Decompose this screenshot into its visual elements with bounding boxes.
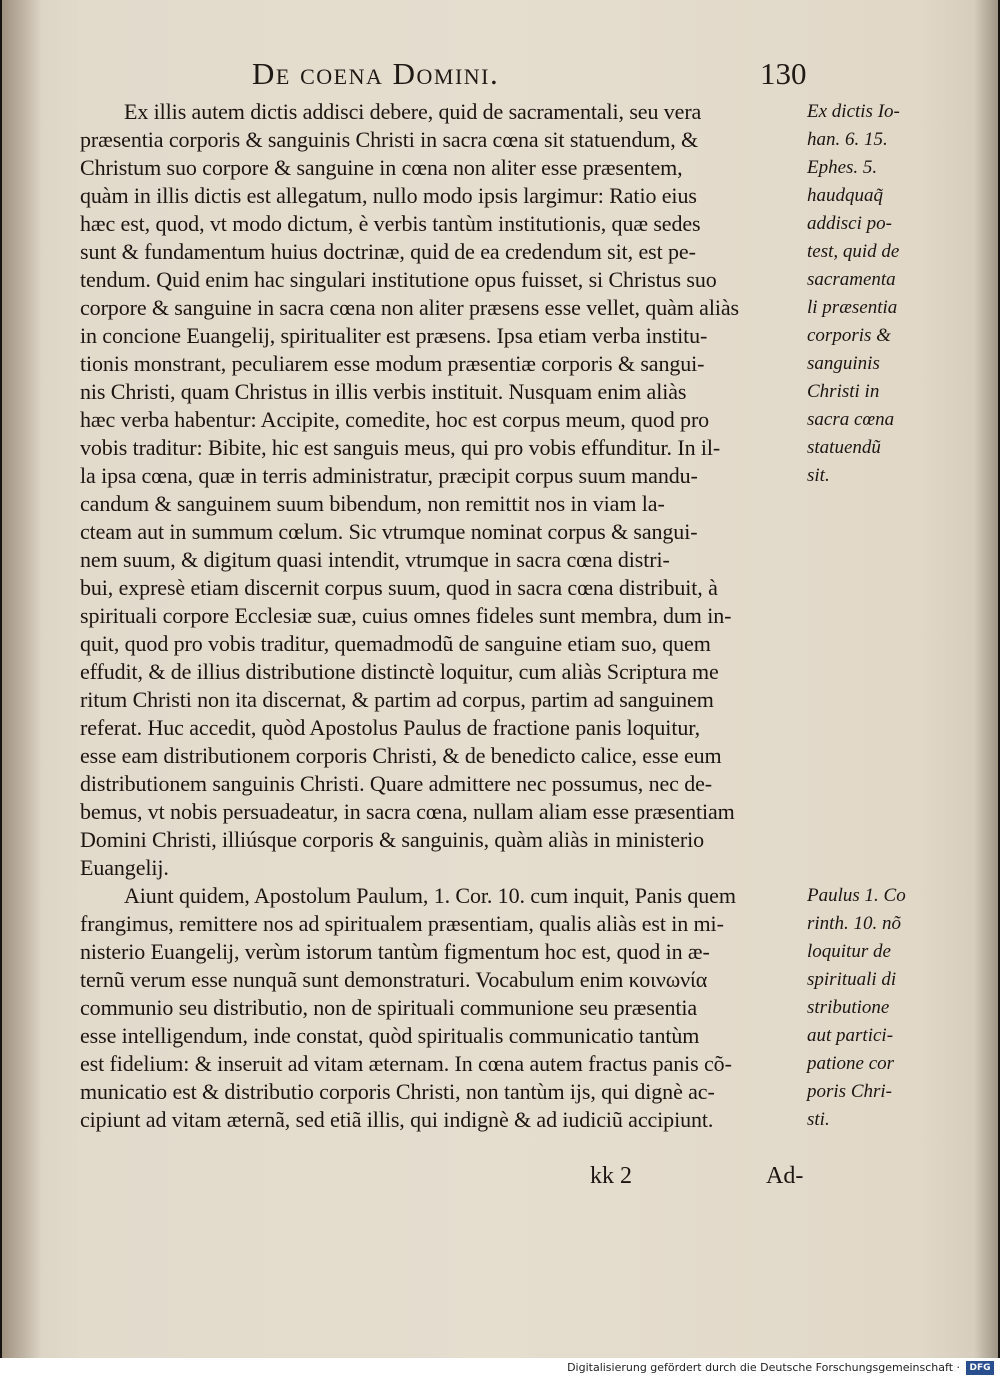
marginal-note-line [807, 742, 977, 770]
text-line: referat. Huc accedit, quòd Apostolus Paulus de fractione panis loquitur, [80, 715, 700, 740]
text-line: Aiunt quidem, Apostolum Paulum, 1. Cor. 10. cum inquit, Panis quem [124, 883, 736, 908]
running-title: De coena Domini. [252, 56, 500, 91]
marginal-note-line: sit. [807, 465, 830, 486]
text-line: sunt & fundamentum huius doctrinæ, quid de ea credendum sit, est pe- [80, 239, 696, 264]
text-line: spirituali corpore Ecclesiæ suæ, cuius omnes fideles sunt membra, dum in- [80, 603, 732, 628]
marginal-note-line: patione cor [807, 1053, 895, 1074]
marginal-note-line [807, 686, 977, 714]
marginal-note-line: Christi in [807, 381, 880, 402]
marginal-note-line [807, 854, 977, 882]
marginal-note-line [807, 630, 977, 658]
text-line: Ex illis autem dictis addisci debere, quid de sacramentali, seu vera [124, 99, 702, 124]
marginal-note-line: haudquaq̃ [807, 185, 883, 206]
marginal-note-line [807, 518, 977, 546]
marginal-note-line: aut partici- [807, 1025, 894, 1046]
marginal-note-line: sti. [807, 1109, 830, 1130]
marginal-note-line [807, 798, 977, 826]
text-line: quàm in illis dictis est allegatum, nullo modo ipsis largimur: Ratio eius [80, 183, 697, 208]
page-footer [590, 1163, 830, 1197]
text-line: hæc verba habentur: Accipite, comedite, hoc est corpus meum, quod pro [80, 407, 710, 432]
marginal-note-line [807, 546, 977, 574]
text-line: esse intelligendum, inde constat, quòd spiritualis communicatio tantùm [80, 1023, 700, 1048]
marginal-note-line: addisci po- [807, 213, 892, 234]
marginal-note-line: statuendũ [807, 437, 881, 458]
signature-mark: kk 2 [590, 1163, 632, 1189]
text-line: nisterio Euangelij, verùm istorum tantùm figmentum hoc est, quod in æ- [80, 939, 710, 964]
text-line: cteam aut in summum cœlum. Sic vtrumque nominat corpus & sangui- [80, 519, 698, 544]
text-line: la ipsa cœna, quæ in terris administratur, præcipit corpus suum mandu- [80, 463, 698, 488]
credit-text: Digitalisierung gefördert durch die Deutsche Forschungsgemeinschaft · [567, 1361, 960, 1374]
marginal-note-line: corporis & [807, 325, 891, 346]
catchword: Ad- [766, 1163, 804, 1189]
text-line: cipiunt ad vitam æternã, sed etiã illis, qui indignè & ad iudiciũ accipiunt. [80, 1107, 714, 1132]
marginal-note-line: stributione [807, 997, 890, 1018]
main-text-block [80, 98, 812, 1134]
folio-number: 130 [760, 56, 807, 91]
text-line: præsentia corporis & sanguinis Christi in sacra cœna sit statuendum, & [80, 127, 699, 152]
text-line: vobis traditur: Bibite, hic est sanguis meus, qui pro vobis effunditur. In il- [80, 435, 721, 460]
marginal-note-line: sacramenta [807, 269, 896, 290]
digitization-credit-bar [0, 1358, 1000, 1379]
marginal-note-line: loquitur de [807, 941, 891, 962]
marginal-note-line: Ex dictis Io- [807, 101, 900, 122]
text-line: candum & sanguinem suum bibendum, non remittit nos in viam la- [80, 491, 665, 516]
text-line: nis Christi, quam Christus in illis verbis instituit. Nusquam enim aliàs [80, 379, 687, 404]
marginal-note-line: sanguinis [807, 353, 880, 374]
text-line: municatio est & distributio corporis Christi, non tantùm ijs, qui dignè ac- [80, 1079, 715, 1104]
text-line: effudit, & de illius distributione distinctè loquitur, cum aliàs Scriptura me [80, 659, 719, 684]
text-line: Domini Christi, illiúsque corporis & sanguinis, quàm aliàs in ministerio [80, 827, 705, 852]
marginal-note-line [807, 490, 977, 518]
text-line: communio seu distributio, non de spirituali communione seu præsentia [80, 995, 698, 1020]
text-line: bui, expresè etiam discernit corpus suum, quod in sacra cœna distribuit, à [80, 575, 718, 600]
text-line: frangimus, remittere nos ad spiritualem præsentiam, qualis aliàs est in mi- [80, 911, 724, 936]
text-line: nem suum, & digitum quasi intendit, vtrumque in sacra cœna distri- [80, 547, 670, 572]
text-line: Christum suo corpore & sanguine in cœna non aliter esse præsentem, [80, 155, 683, 180]
text-line: est fidelium: & inseruit ad vitam æternam. In cœna autem fractus panis cõ- [80, 1051, 732, 1076]
marginal-note-line [807, 602, 977, 630]
page-header [252, 56, 812, 100]
text-line: hæc est, quod, vt modo dictum, è verbis tantùm institutionis, quæ sedes [80, 211, 701, 236]
marginal-note-line: li præsentia [807, 297, 898, 318]
marginal-note-line: Ephes. 5. [807, 157, 878, 178]
marginal-note-line: sacra cœna [807, 409, 895, 430]
text-line: quit, quod pro vobis traditur, quemadmodũ de sanguine etiam suo, quem [80, 631, 711, 656]
text-line: distributionem sanguinis Christi. Quare admittere nec possumus, nec de- [80, 771, 712, 796]
marginal-note-line [807, 770, 977, 798]
marginal-note-line [807, 714, 977, 742]
book-page [2, 0, 998, 1358]
marginal-note-line [807, 826, 977, 854]
text-line: in concione Euangelij, spiritualiter est præsens. Ipsa etiam verba institu- [80, 323, 708, 348]
dfg-logo-icon: DFG [966, 1361, 994, 1375]
marginal-note-line [807, 574, 977, 602]
text-line: esse eam distributionem corporis Christi, & de benedicto calice, esse eum [80, 743, 722, 768]
text-line: tionis monstrant, peculiarem esse modum præsentiæ corporis & sangui- [80, 351, 705, 376]
marginal-note-line: Paulus 1. Co [807, 885, 906, 906]
marginal-note-line: han. 6. 15. [807, 129, 888, 150]
marginal-note-line: test, quid de [807, 241, 900, 262]
marginal-note-line [807, 658, 977, 686]
marginal-notes [807, 98, 977, 1134]
text-line: ternũ verum esse nunquã sunt demonstraturi. Vocabulum enim κοινωνία [80, 967, 708, 992]
marginal-note-line: spirituali di [807, 969, 897, 990]
marginal-note-line: poris Chri- [807, 1081, 892, 1102]
text-line: ritum Christi non ita discernat, & partim ad corpus, partim ad sanguinem [80, 687, 714, 712]
text-line: bemus, vt nobis persuadeatur, in sacra cœna, nullam aliam esse præsentiam [80, 799, 735, 824]
text-line: tendum. Quid enim hac singulari institutione opus fuisset, si Christus suo [80, 267, 717, 292]
text-line: Euangelij. [80, 855, 169, 880]
marginal-note-line: rinth. 10. nõ [807, 913, 901, 934]
text-line: corpore & sanguine in sacra cœna non aliter præsens esse vellet, quàm aliàs [80, 295, 739, 320]
